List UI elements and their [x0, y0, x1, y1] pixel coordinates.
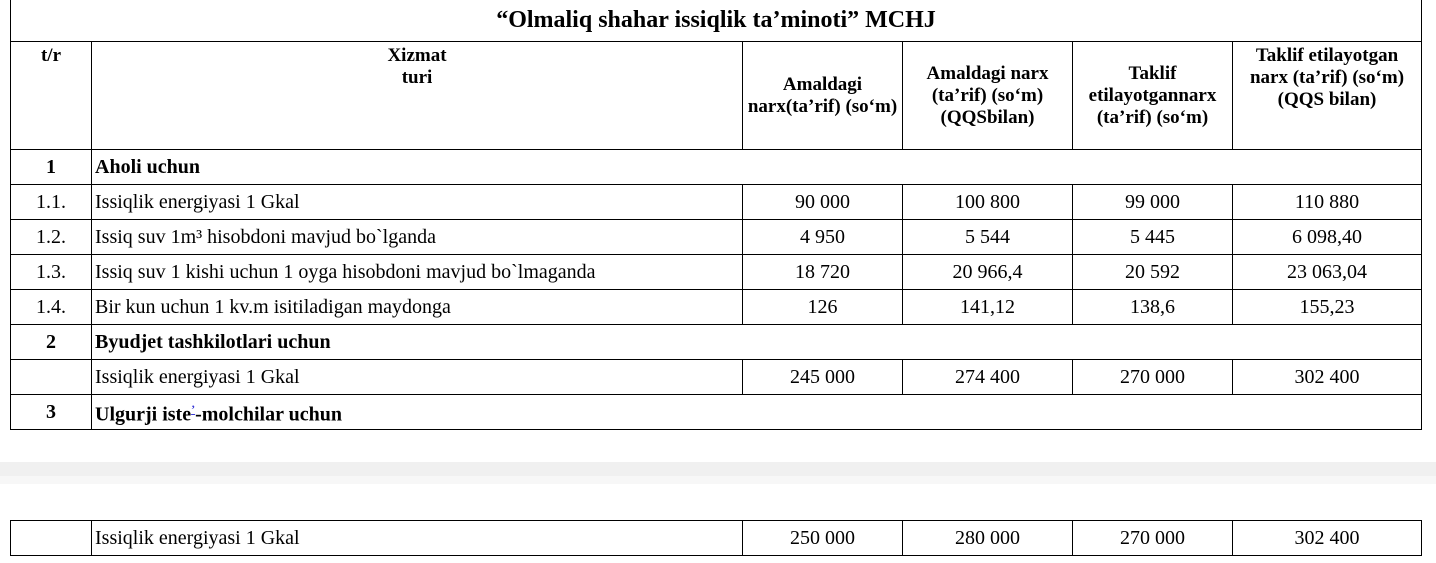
- cell-current-price: 90 000: [743, 185, 903, 220]
- table-row: [11, 290, 1422, 325]
- cell-current-price: 18 720: [743, 255, 903, 290]
- row-num: 1: [11, 150, 92, 185]
- row-num: 1.1.: [11, 185, 92, 220]
- cell-proposed-price: 99 000: [1073, 185, 1233, 220]
- section-row: [11, 150, 1422, 185]
- row-label: Issiq suv 1m³ hisobdoni mavjud bo`lganda: [92, 220, 743, 255]
- section-label: [92, 395, 1422, 430]
- row-num: 1.3.: [11, 255, 92, 290]
- row-num: 1.2.: [11, 220, 92, 255]
- row-label: Issiqlik energiyasi 1 Gkal: [92, 360, 743, 395]
- cell-proposed-price-vat: 110 880: [1233, 185, 1422, 220]
- header-proposed-price-vat: Taklif etilayotgan narx (ta’rif) (so‘m)(QQS bilan): [1233, 42, 1422, 150]
- row-label: Issiq suv 1 kishi uchun 1 oyga hisobdoni mavjud bo`lmaganda: [92, 255, 743, 290]
- table-row: [11, 360, 1422, 395]
- row-label: Issiqlik energiyasi 1 Gkal: [92, 521, 743, 556]
- cell-proposed-price: 5 445: [1073, 220, 1233, 255]
- section-label-part1: Ulgurji iste: [95, 403, 192, 426]
- header-row: [11, 42, 1422, 150]
- table-row: [11, 220, 1422, 255]
- cell-proposed-price: 20 592: [1073, 255, 1233, 290]
- cell-proposed-price-vat: 23 063,04: [1233, 255, 1422, 290]
- cell-current-price-vat: 5 544: [903, 220, 1073, 255]
- row-num: [11, 521, 92, 556]
- row-num: 2: [11, 325, 92, 360]
- header-service-line2: turi: [401, 67, 433, 88]
- table-title: “Olmaliq shahar issiqlik ta’minoti” MCHJ: [11, 0, 1422, 42]
- cell-current-price: 245 000: [743, 360, 903, 395]
- header-service: [92, 42, 743, 150]
- cell-proposed-price-vat: 6 098,40: [1233, 220, 1422, 255]
- cell-current-price-vat: 141,12: [903, 290, 1073, 325]
- cell-current-price-vat: 280 000: [903, 521, 1073, 556]
- cell-current-price: 4 950: [743, 220, 903, 255]
- footnote-link[interactable]: ’: [191, 402, 196, 417]
- cell-current-price: 250 000: [743, 521, 903, 556]
- cell-proposed-price-vat: 302 400: [1233, 521, 1422, 556]
- cell-current-price-vat: 20 966,4: [903, 255, 1073, 290]
- section-row: [11, 325, 1422, 360]
- row-label: Bir kun uchun 1 kv.m isitiladigan maydonga: [92, 290, 743, 325]
- section-row: [11, 395, 1422, 430]
- header-num: t/r: [11, 42, 92, 150]
- row-num: 3: [11, 395, 92, 430]
- section-label: Aholi uchun: [92, 150, 1422, 185]
- tariff-table-continued: [10, 520, 1422, 556]
- cell-current-price-vat: 274 400: [903, 360, 1073, 395]
- row-num: 1.4.: [11, 290, 92, 325]
- header-proposed-price: Taklif etilayotgannarx (ta’rif) (so‘m): [1073, 42, 1233, 150]
- page-break-shadow: [0, 476, 1436, 484]
- cell-proposed-price: 270 000: [1073, 521, 1233, 556]
- row-label: Issiqlik energiyasi 1 Gkal: [92, 185, 743, 220]
- page-break: [0, 462, 1436, 476]
- cell-proposed-price: 270 000: [1073, 360, 1233, 395]
- row-num: [11, 360, 92, 395]
- header-service-line1: Xizmat: [387, 45, 447, 66]
- cell-current-price: 126: [743, 290, 903, 325]
- header-current-price-vat: Amaldagi narx (ta’rif) (so‘m) (QQSbilan): [903, 42, 1073, 150]
- header-current-price: Amaldagi narx(ta’rif) (so‘m): [743, 42, 903, 150]
- cell-proposed-price-vat: 302 400: [1233, 360, 1422, 395]
- tariff-table: [10, 0, 1422, 430]
- table-row: [11, 521, 1422, 556]
- table-row: [11, 185, 1422, 220]
- cell-current-price-vat: 100 800: [903, 185, 1073, 220]
- table-row: [11, 255, 1422, 290]
- cell-proposed-price: 138,6: [1073, 290, 1233, 325]
- cell-proposed-price-vat: 155,23: [1233, 290, 1422, 325]
- section-label-part2: -molchilar uchun: [195, 403, 342, 426]
- section-label: Byudjet tashkilotlari uchun: [92, 325, 1422, 360]
